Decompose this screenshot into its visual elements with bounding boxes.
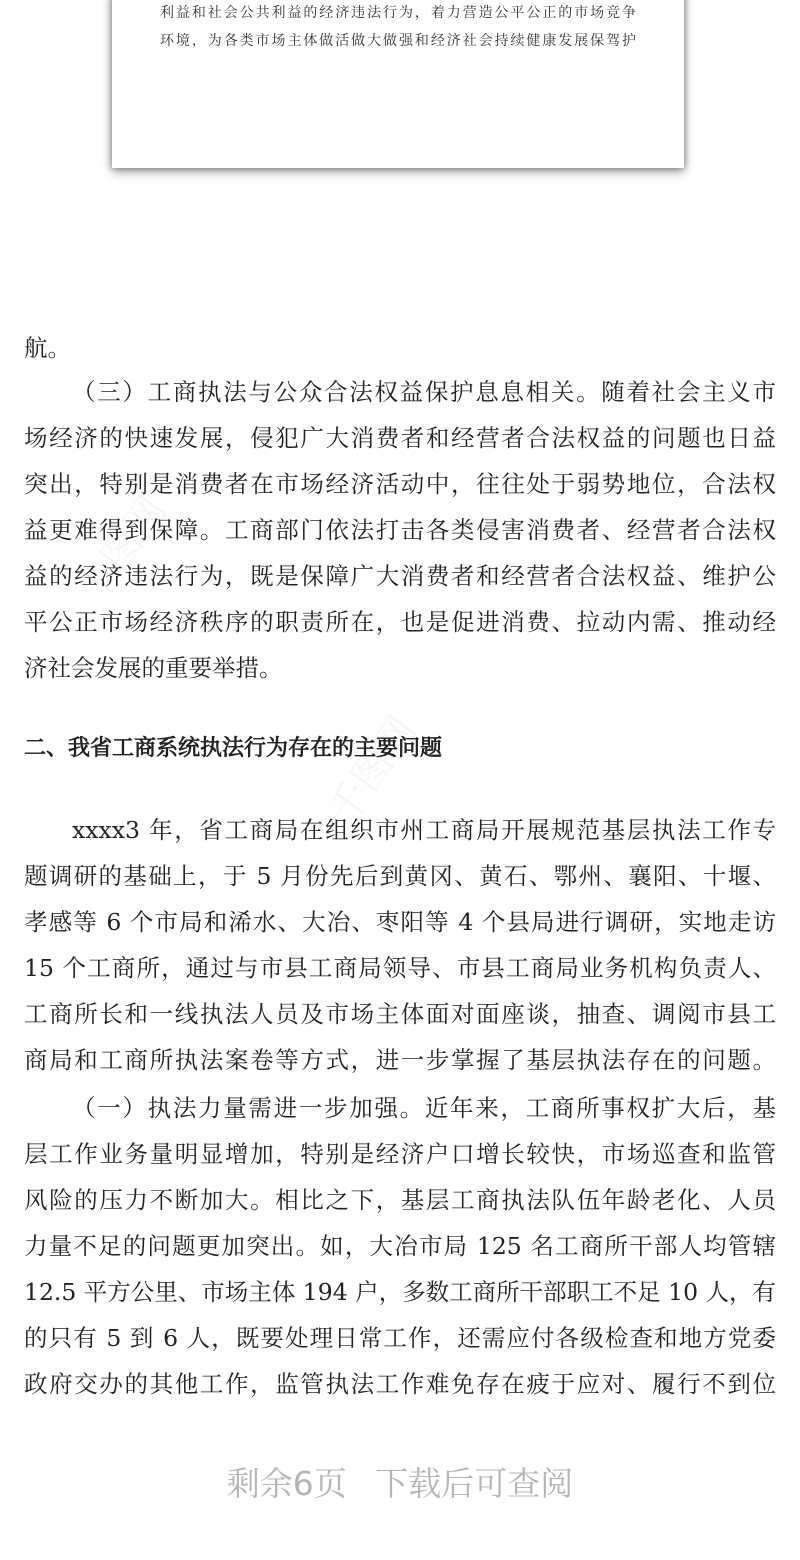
section-heading: 二、我省工商系统执法行为存在的主要问题 [24,736,443,761]
paragraph-line: xxxx3 年，省工商局在组织市州工商局开展规范基层执法工作专 [72,816,776,844]
paragraph-line: 孝感等 6 个市局和浠水、大冶、枣阳等 4 个县局进行调研，实地走访 [24,908,776,936]
paragraph-line: 平公正市场经济秩序的职责所在，也是促进消费、拉动内需、推动经 [24,608,776,636]
paragraph-line: 力量不足的问题更加突出。如，大冶市局 125 名工商所干部人均管辖 [24,1232,776,1260]
paragraph-line: 层工作业务量明显增加，特别是经济户口增长较快，市场巡查和监管 [24,1140,776,1168]
paragraph-line: 的只有 5 到 6 人，既要处理日常工作，还需应付各级检查和地方党委 [24,1324,776,1352]
paragraph-line: 12.5 平方公里、市场主体 194 户，多数工商所干部职工不足 10 人，有 [24,1278,776,1306]
paragraph-line: 济社会发展的重要举措。 [24,654,283,682]
paragraph-line: 航。 [24,334,71,362]
paragraph-line: （一）执法力量需进一步加强。近年来，工商所事权扩大后，基 [72,1094,776,1122]
paragraph-line: 政府交办的其他工作，监管执法工作难免存在疲于应对、履行不到位 [24,1370,776,1398]
paragraph-line: 商局和工商所执法案卷等方式，进一步掌握了基层执法存在的问题。 [24,1046,776,1074]
paragraph-line: 益的经济违法行为，既是保障广大消费者和经营者合法权益、维护公 [24,562,776,590]
paragraph-line: 突出，特别是消费者在市场经济活动中，往往处于弱势地位，合法权 [24,470,776,498]
watermark [62,483,178,614]
paragraph-line: 题调研的基础上，于 5 月份先后到黄冈、黄石、鄂州、襄阳、十堰、 [24,862,776,890]
paragraph-line: 工商所长和一线执法人员及市场主体面对面座谈，抽查、调阅市县工 [24,1000,776,1028]
paragraph-line: 场经济的快速发展，侵犯广大消费者和经营者合法权益的问题也日益 [24,424,776,452]
paragraph-line: 益更难得到保障。工商部门依法打击各类侵害消费者、经营者合法权 [24,516,776,544]
paragraph-line: 15 个工商所，通过与市县工商局领导、市县工商局业务机构负责人、 [24,954,776,982]
paragraph-line: 风险的压力不断加大。相比之下，基层工商执法队伍年龄老化、人员 [24,1186,776,1214]
download-to-read-more-link[interactable]: 剩余6页 下载后可查阅 [226,1464,574,1503]
paragraph-line: （三）工商执法与公众合法权益保护息息相关。随着社会主义市 [72,378,776,406]
card-line: 环境，为各类市场主体做活做大做强和经济社会持续健康发展保驾护 [160,33,636,49]
preview-page-card [112,0,684,168]
card-line: 利益和社会公共利益的经济违法行为，着力营造公平公正的市场竞争 [160,5,636,21]
